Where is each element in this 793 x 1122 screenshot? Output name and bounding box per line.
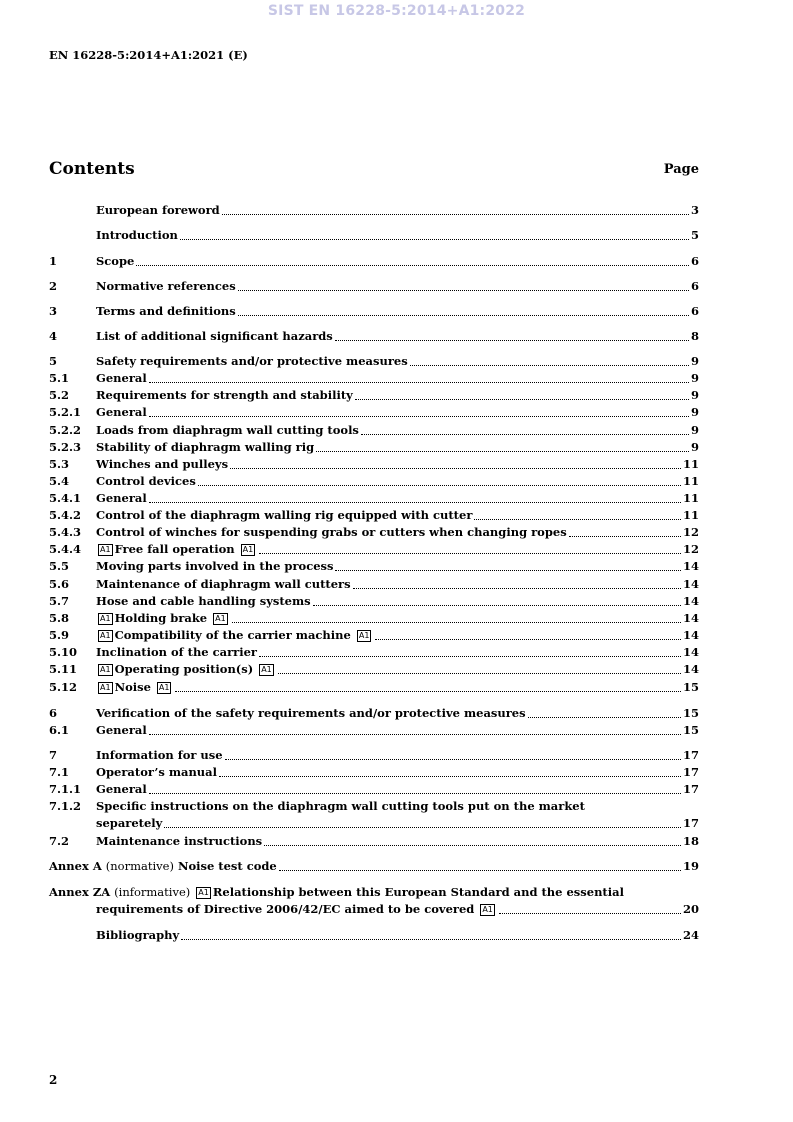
dot-leader <box>198 485 681 486</box>
toc-entry[interactable] <box>49 705 699 722</box>
toc-entry-number: 5.5 <box>49 559 70 573</box>
toc-entry[interactable] <box>49 884 699 918</box>
toc-entry-page: 12 <box>682 525 699 539</box>
toc-entry[interactable] <box>49 858 699 875</box>
toc-entry[interactable] <box>49 490 699 507</box>
toc-entry-number: 7.1.1 <box>49 782 82 796</box>
toc-entry-number: 5.12 <box>49 680 78 694</box>
dot-leader <box>259 656 681 657</box>
toc-entry[interactable] <box>49 456 699 473</box>
dot-leader <box>149 793 681 794</box>
toc-entry-title: Control devices <box>96 474 196 488</box>
toc-entry-number: 5.2.2 <box>49 423 82 437</box>
toc-entry-page: 17 <box>682 816 699 830</box>
dot-leader <box>136 265 689 266</box>
watermark: SIST EN 16228-5:2014+A1:2022 <box>267 3 526 19</box>
toc-entry-number: 7.1.2 <box>49 799 82 813</box>
toc-entry-page: 15 <box>682 723 699 737</box>
toc-entry-page: 18 <box>682 834 699 848</box>
toc-entry-page: 17 <box>682 748 699 762</box>
toc-entry-title: Requirements for strength and stability <box>96 388 353 402</box>
toc-entry[interactable] <box>49 558 699 575</box>
toc-entry-number: 5.4.3 <box>49 525 82 539</box>
toc-entry-title: Verification of the safety requirements and/or protective measures <box>96 706 526 720</box>
toc-entry[interactable] <box>49 353 699 370</box>
toc-entry-number: 5.2 <box>49 388 70 402</box>
dot-leader <box>164 827 681 828</box>
toc-entry-title: Stability of diaphragm walling rig <box>96 440 315 454</box>
dot-leader <box>353 588 681 589</box>
dot-leader <box>355 399 689 400</box>
dot-leader <box>375 639 681 640</box>
toc-entry[interactable] <box>49 927 699 944</box>
toc-entry-title: Scope <box>96 254 135 268</box>
toc-entry-number: 7.1 <box>49 765 70 779</box>
toc-entry-page: 9 <box>690 354 699 368</box>
dot-leader <box>569 536 681 537</box>
toc-entry-number: 6.1 <box>49 723 70 737</box>
toc-entry-number: 3 <box>49 304 58 318</box>
toc-entry[interactable] <box>49 404 699 421</box>
toc-entry-number: 5.9 <box>49 628 70 642</box>
dot-leader <box>264 845 681 846</box>
contents-heading <box>49 159 699 183</box>
amendment-end-icon: A1 <box>261 665 272 674</box>
dot-leader <box>361 434 689 435</box>
dot-leader <box>149 382 689 383</box>
toc-entry-title: Moving parts involved in the process <box>96 559 334 573</box>
toc-entry-title: Maintenance instructions <box>96 834 263 848</box>
toc-entry[interactable] <box>49 764 699 781</box>
toc-entry-page: 20 <box>682 902 699 916</box>
toc-entry[interactable] <box>49 679 699 696</box>
toc-entry-page: 14 <box>682 662 699 676</box>
dot-leader <box>410 365 689 366</box>
dot-leader <box>316 451 689 452</box>
page-column-title: Page <box>663 162 699 177</box>
dot-leader <box>474 519 681 520</box>
annex-title: Noise test code <box>177 859 277 873</box>
document-id: EN 16228-5:2014+A1:2021 (E) <box>49 48 248 62</box>
toc-entry-page: 14 <box>682 645 699 659</box>
toc-entry-page: 9 <box>690 371 699 385</box>
annex-type-note: (normative) <box>105 859 174 873</box>
dot-leader <box>225 759 681 760</box>
toc-entry-number: 5.3 <box>49 457 70 471</box>
dot-leader <box>175 691 681 692</box>
toc-entry[interactable] <box>49 439 699 456</box>
toc-entry-page: 15 <box>682 680 699 694</box>
toc-entry[interactable] <box>49 303 699 320</box>
toc-entry-page: 14 <box>682 611 699 625</box>
toc-entry-page: 14 <box>682 594 699 608</box>
amendment-start-icon: A1 <box>100 665 111 674</box>
toc-entry-number: 5.1 <box>49 371 70 385</box>
amendment-start-icon: A1 <box>100 683 111 692</box>
toc-entry[interactable] <box>49 593 699 610</box>
dot-leader <box>313 605 681 606</box>
toc-entry-number: 5.4 <box>49 474 70 488</box>
toc-entry-page: 6 <box>690 304 699 318</box>
toc-entry[interactable] <box>49 747 699 764</box>
amendment-end-icon: A1 <box>215 614 226 623</box>
annex-type-note: (informative) <box>114 885 191 899</box>
toc-entry-page: 17 <box>682 782 699 796</box>
dot-leader <box>335 570 681 571</box>
dot-leader <box>181 939 681 940</box>
toc-entry[interactable] <box>49 473 699 490</box>
amendment-end-icon: A1 <box>482 905 493 914</box>
amendment-end-icon: A1 <box>242 545 254 554</box>
toc-entry-number: 4 <box>49 329 58 343</box>
toc-entry-title: Inclination of the carrier <box>96 645 257 659</box>
toc-entry-page: 9 <box>690 388 699 402</box>
dot-leader <box>278 673 681 674</box>
toc-entry-page: 12 <box>682 542 699 556</box>
toc-entry-page: 11 <box>682 491 699 505</box>
toc-entry-page: 24 <box>682 928 699 942</box>
toc-entry-number: 1 <box>49 254 58 268</box>
toc-entry-number: 7.2 <box>49 834 70 848</box>
toc-entry[interactable] <box>49 627 699 644</box>
toc-entry-page: 9 <box>690 440 699 454</box>
toc-entry-title: Specific instructions on the diaphragm wall cutting tools put on the market <box>96 799 585 813</box>
toc-entry-page: 8 <box>690 329 699 343</box>
toc-entry-page: 11 <box>682 474 699 488</box>
toc-entry-title: Winches and pulleys <box>96 457 229 471</box>
dot-leader <box>528 717 681 718</box>
amendment-start-icon: A1 <box>100 631 111 640</box>
toc-entry-title: Operator’s manual <box>96 765 217 779</box>
toc-entry[interactable] <box>49 798 699 832</box>
toc-entry-title: Maintenance of diaphragm wall cutters <box>96 577 351 591</box>
toc-entry[interactable] <box>49 278 699 295</box>
dot-leader <box>259 553 681 554</box>
amendment-end-icon: A1 <box>358 631 370 640</box>
dot-leader <box>222 214 689 215</box>
toc-entry[interactable] <box>49 227 699 244</box>
toc-entry[interactable] <box>49 610 699 627</box>
toc-entry-page: 14 <box>682 628 699 642</box>
toc-entry-number: 5.11 <box>49 662 78 676</box>
toc-entry-page: 5 <box>690 228 699 242</box>
toc-entry-page: 15 <box>682 706 699 720</box>
dot-leader <box>219 776 681 777</box>
dot-leader <box>279 870 681 871</box>
toc-entry-page: 9 <box>690 423 699 437</box>
toc-entry-number: 2 <box>49 279 58 293</box>
toc-entry-number: 5.4.4 <box>49 542 82 556</box>
toc-entry-title: Safety requirements and/or protective measures <box>96 354 408 368</box>
dot-leader <box>149 502 681 503</box>
toc-entry[interactable] <box>49 722 699 739</box>
amendment-start-icon: A1 <box>198 888 209 897</box>
toc-entry-number: 5.2.3 <box>49 440 82 454</box>
toc-entry-number: 5.6 <box>49 577 70 591</box>
toc-entry-title: Annex ZA <box>49 885 111 899</box>
toc-entry-title: European foreword <box>96 203 220 217</box>
dot-leader <box>232 622 681 623</box>
amendment-start-icon: A1 <box>100 545 111 554</box>
toc-entry-page: 14 <box>682 577 699 591</box>
toc-entry-number: 5.2.1 <box>49 405 82 419</box>
toc-entry[interactable] <box>49 524 699 541</box>
toc-entry-title: Normative references <box>96 279 236 293</box>
toc-entry[interactable] <box>49 507 699 524</box>
toc-entry[interactable] <box>49 833 699 850</box>
toc-entry-number: 7 <box>49 748 58 762</box>
amendment-end-icon: A1 <box>158 683 170 692</box>
toc-entry[interactable] <box>49 202 699 219</box>
toc-entry-title: Noise <box>114 680 151 694</box>
toc-entry-title: Terms and definitions <box>96 304 236 318</box>
toc-entry[interactable] <box>49 541 699 558</box>
toc-entry-title: General <box>96 723 147 737</box>
toc-entry-title: General <box>96 491 147 505</box>
toc-entry-title: Control of winches for suspending grabs or cutters when changing ropes <box>96 525 567 539</box>
toc-entry[interactable] <box>49 370 699 387</box>
toc-entry-title: List of additional significant hazards <box>96 329 333 343</box>
toc-entry-number: 5.8 <box>49 611 70 625</box>
toc-entry[interactable] <box>49 644 699 661</box>
toc-entry-number: 5.4.1 <box>49 491 82 505</box>
toc-entry-title: Compatibility of the carrier machine <box>114 628 351 642</box>
toc-entry-title: Holding brake <box>114 611 208 625</box>
toc-entry-page: 6 <box>690 254 699 268</box>
dot-leader <box>180 239 689 240</box>
toc-entry-page: 11 <box>682 508 699 522</box>
toc-entry-number: 5.10 <box>49 645 78 659</box>
toc-entry[interactable] <box>49 576 699 593</box>
toc-entry-page: 14 <box>682 559 699 573</box>
toc-entry[interactable] <box>49 328 699 345</box>
toc-entry-page: 17 <box>682 765 699 779</box>
dot-leader <box>230 468 681 469</box>
toc-entry-title: General <box>96 371 147 385</box>
contents-title: Contents <box>49 159 135 179</box>
toc-entry-number: 5.4.2 <box>49 508 82 522</box>
toc-entry-title: Hose and cable handling systems <box>96 594 311 608</box>
toc-entry-title: Information for use <box>96 748 223 762</box>
dot-leader <box>149 734 681 735</box>
toc-entry-number: 5 <box>49 354 58 368</box>
dot-leader <box>238 315 689 316</box>
toc-entry-number: 5.7 <box>49 594 70 608</box>
dot-leader <box>335 340 689 341</box>
toc-entry-title: General <box>96 405 147 419</box>
toc-entry-title-continued: requirements of Directive 2006/42/EC aimed to be covered <box>96 902 475 916</box>
toc-entry-title: Introduction <box>96 228 178 242</box>
toc-entry-page: 6 <box>690 279 699 293</box>
toc-entry-title: Free fall operation <box>114 542 235 556</box>
amendment-start-icon: A1 <box>100 614 111 623</box>
dot-leader <box>238 290 689 291</box>
toc-entry-title: General <box>96 782 147 796</box>
toc-entry[interactable] <box>49 387 699 404</box>
toc-entry-number: 6 <box>49 706 58 720</box>
toc-entry-page: 19 <box>682 859 699 873</box>
dot-leader <box>149 416 689 417</box>
footer-page-number: 2 <box>49 1073 58 1087</box>
dot-leader <box>499 913 681 914</box>
toc-entry-title: Operating position(s) <box>114 662 254 676</box>
toc-entry-title: Annex A <box>49 859 102 873</box>
toc-entry-page: 3 <box>690 203 699 217</box>
toc-entry[interactable] <box>49 781 699 798</box>
toc-entry-title-continued: separetely <box>96 816 163 830</box>
toc-entry-page: 9 <box>690 405 699 419</box>
toc-entry-title: Bibliography <box>96 928 180 942</box>
toc-entry[interactable] <box>49 661 699 678</box>
toc-entry-title: Loads from diaphragm wall cutting tools <box>96 423 359 437</box>
toc-entry-page: 11 <box>682 457 699 471</box>
toc-entry[interactable] <box>49 253 699 270</box>
toc-entry-title: Control of the diaphragm walling rig equipped with cutter <box>96 508 473 522</box>
toc-entry[interactable] <box>49 422 699 439</box>
annex-title: Relationship between this European Standard and the essential <box>212 885 624 899</box>
